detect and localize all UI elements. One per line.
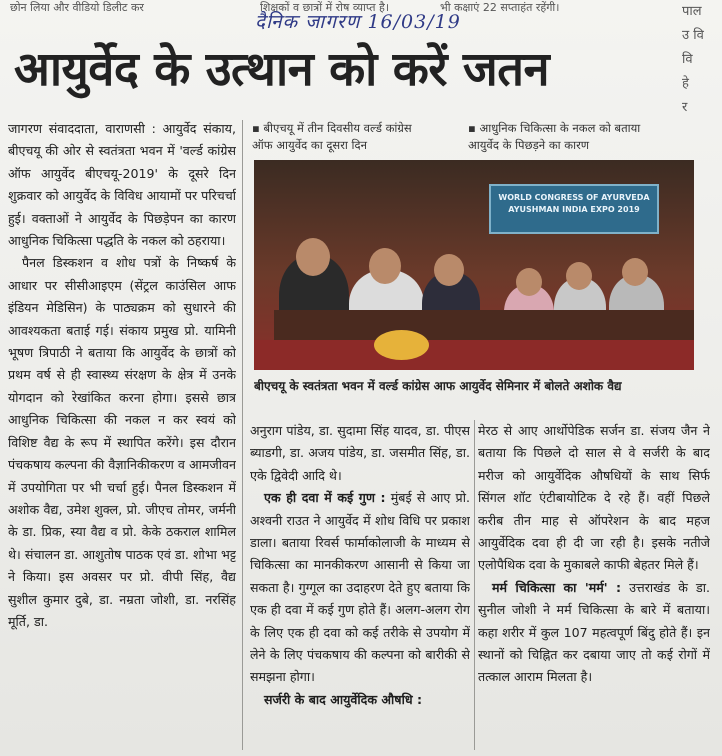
event-photo [254, 160, 694, 370]
seated-head [369, 248, 401, 284]
stage-floor [254, 340, 694, 370]
article-paragraph: अनुराग पांडेय, डा. सुदामा सिंह यादव, डा. पीएस ब्याडगी, डा. अजय पांडेय, डा. जसमीत सिंह, डा. एके द्विवेदी आदि थे। [250, 423, 470, 483]
seated-head [622, 258, 648, 286]
fragment-line: वि [682, 52, 693, 67]
column-divider [474, 420, 475, 750]
article-paragraph: मेरठ से आए आर्थोपेडिक सर्जन डा. संजय जैन ने बताया कि पिछले दो साल से वे सर्जरी के बाद मरीज को आयुर्वेदिक औषधियों के साथ सिर्फ सिंगल शॉट एंटीबायोटिक दे रहे हैं। वहीं पिछले करीब तीन माह से ऑपरेशन के बाद महज आयुर्वेदिक दवा ही दी जा रही है। इसके नतीजे एलोपैथिक दवा के मुकाबले काफी बेहतर मिले हैं। [478, 423, 710, 573]
top-strip-left: छोन लिया और वीडियो डिलीट कर [10, 1, 144, 14]
flower-arrangement [374, 330, 429, 360]
caption-top-left [252, 120, 462, 156]
fragment-line: उ वि [682, 28, 704, 43]
article-paragraph [478, 577, 710, 689]
subheading: एक ही दवा में कई गुण : [264, 490, 386, 506]
article-column-1 [8, 118, 236, 748]
caption-line: ▪ बीएचयू में तीन दिवसीय वर्ल्ड कांग्रेस [252, 121, 412, 135]
speaker-head [296, 238, 330, 276]
caption-line: ▪ आधुनिक चिकित्सा के नकल को बताया [468, 121, 641, 135]
column-divider [242, 120, 243, 750]
caption-top-right [468, 120, 688, 156]
article-paragraph: जागरण संवाददाता, वाराणसी : आयुर्वेद संकाय, बीएचयू की ओर से स्वतंत्रता भवन में 'वर्ल्ड कांग्रेस ऑफ आयुर्वेद बीएचयू-2019' के दूसरे दिन शुक्रवार को आयुर्वेद के विविध आयामों पर परिचर्चा हुई। वक्ताओं ने आयुर्वेद के पिछड़ेपन का कारण आधुनिक चिकित्सा पद्धति के नकल को ठहराया। [8, 121, 236, 249]
top-strip-right: भी कक्षाएं 22 सप्ताहंत रहेंगी। [440, 1, 560, 14]
headline: आयुर्वेद के उत्थान को करें जतन [14, 42, 550, 97]
caption-text: बीएचयू में तीन दिवसीय वर्ल्ड कांग्रेस [263, 121, 412, 135]
caption-line: ऑफ आयुर्वेद का दूसरा दिन [252, 138, 368, 152]
handwritten-date-note: दैनिक जागरण 16/03/19 [255, 11, 461, 33]
stage-banner: WORLD CONGRESS OF AYURVEDA AYUSHMAN INDIA EXPO 2019 [489, 184, 659, 234]
subheading: मर्म चिकित्सा का 'मर्म' : [492, 579, 622, 595]
article-paragraph [250, 487, 470, 689]
article-paragraph: पैनल डिस्कशन व शोध पत्रों के निष्कर्ष के आधार पर सीसीआइएम (सेंट्रल काउंसिल आफ इंडियन मेडिसिन) के पाठ्यक्रम को सुधारने की आवश्यकता बताई गई। संकाय प्रमुख प्रो. यामिनी भूषण त्रिपाठी ने बताया कि आयुर्वेद के छात्रों को प्रथम वर्ष से ही स्वास्थ्य संरक्षण के क्षेत्र में उनके योगदान को रेखांकित करना होगा। इससे छात्र आधुनिक चिकित्सा की नकल न कर स्वयं को विशिष्ट वैद्य के रूप में स्थापित करेंगे। इस दौरान पंचकषाय कल्पना की वैज्ञानिकीकरण व आमजीवन में उपयोगिता पर भी चर्चा हुई। पैनल डिस्कशन में अशोक वैद्य, उमेश शुक्ल, प्रो. जीएच तोमर, जर्मनी के डा. प्रिक, स्या वैद्य व प्रो. केके ठकराल शामिल थे। संचालन डा. आशुतोष पाठक एवं डा. शोभा भट्ट ने किया। इस अवसर पर प्रो. वीपी सिंह, वैद्य सुशील कुमार दुबे, डा. नम्रता जोशी, डा. नरसिंह मूर्ति, डा. [8, 255, 236, 629]
seated-head [434, 254, 464, 286]
article-paragraph [250, 689, 470, 711]
article-column-2 [250, 420, 470, 750]
fragment-line: र [682, 100, 688, 115]
stage-table [274, 310, 694, 340]
subheading: सर्जरी के बाद आयुर्वेदिक औषधि : [264, 691, 423, 707]
fragment-line: पाल [682, 4, 702, 19]
paragraph-text: मुंबई से आए प्रो. अश्वनी राउत ने आयुर्वेद में शोध विधि पर प्रकाश डाला। बताया रिवर्स फार्माकोलाजी के माध्यम से चिकित्सा का मानकीकरण आसानी से किया जा सकता है। गुग्गूल का उदाहरण देते हुए बताया कि एक ही दवा में कई गुण होते हैं। अलग-अलग रोग के लिए एक ही दवा को कई तरीके से उपयोग में लेने के लिए पंचकषाय की कल्पना को बारीकी से समझना होगा। [250, 490, 470, 685]
article-column-3 [478, 420, 710, 750]
seated-head [516, 268, 542, 296]
paragraph-text: उत्तराखंड के डा. सुनील जोशी ने मर्म चिकित्सा के बारे में बताया। कहा शरीर में कुल 107 महत्वपूर्ण बिंदु होते हैं। इन स्थानों को चिह्नित कर दबाया जाए तो कई रोगों में तत्काल आराम मिलता है। [478, 579, 710, 685]
caption-text: आधुनिक चिकित्सा के नकल को बताया [479, 121, 641, 135]
photo-caption: बीएचयू के स्वतंत्रता भवन में वर्ल्ड कांग्रेस आफ आयुर्वेद सेमिनार में बोलते अशोक वैद्य [254, 379, 622, 393]
adjacent-column-fragment [682, 0, 722, 140]
top-strip-mid: शिक्षकों व छात्रों में रोष व्याप्त है। [260, 1, 390, 14]
caption-line: आयुर्वेद के पिछड़ने का कारण [468, 138, 590, 152]
fragment-line: हे [682, 76, 689, 91]
seated-head [566, 262, 592, 290]
